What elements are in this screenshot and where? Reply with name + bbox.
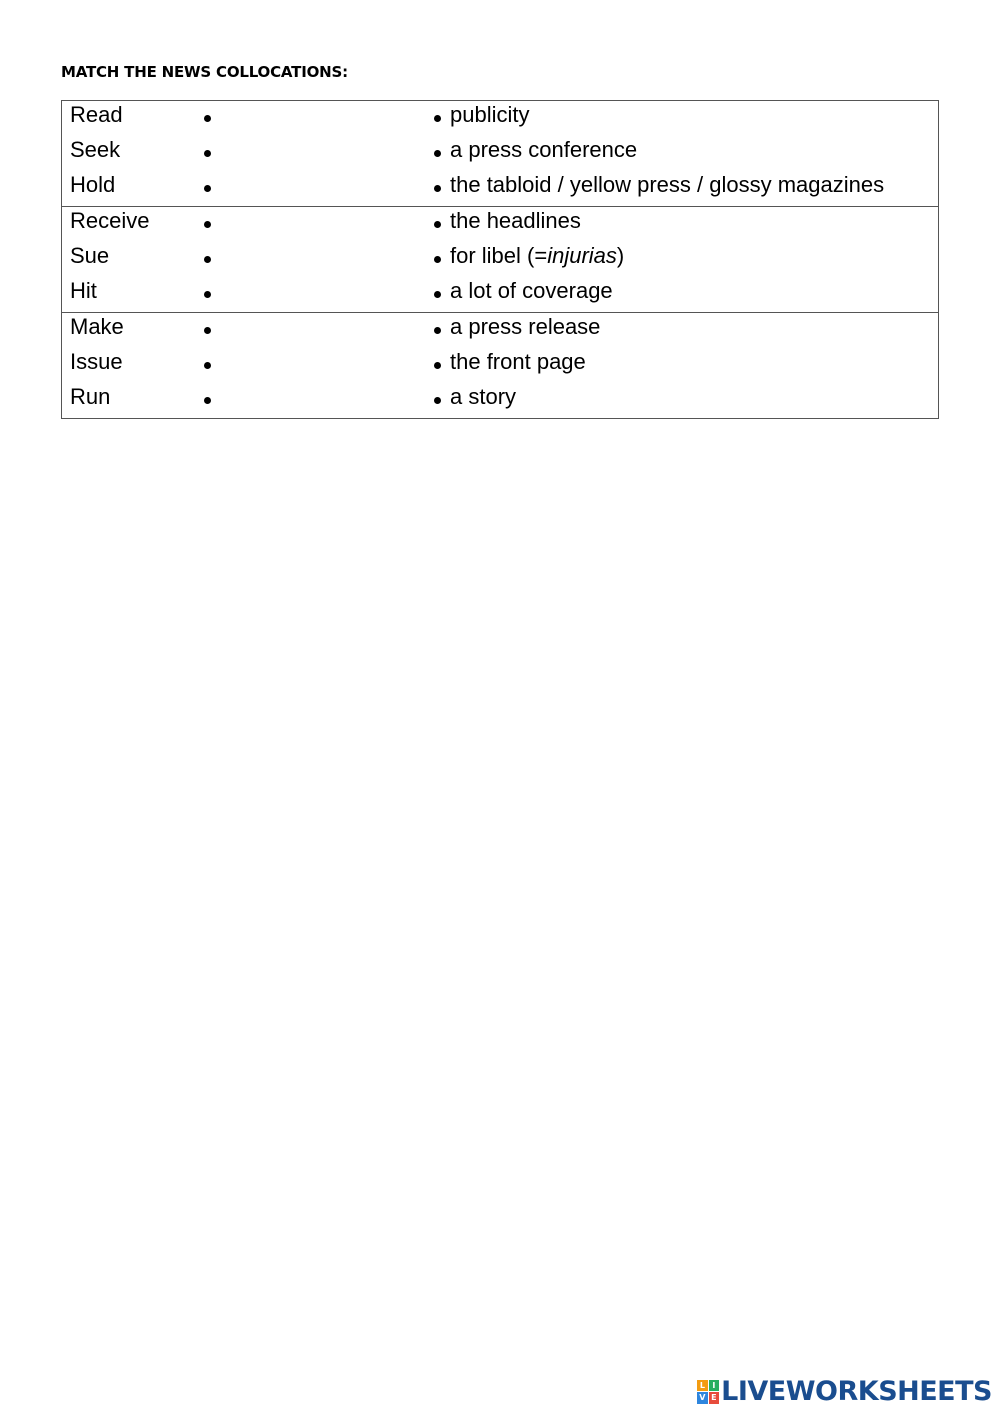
- collocation-row: [62, 136, 938, 171]
- verb-label: Hold: [70, 172, 116, 197]
- right-match-dot[interactable]: [434, 291, 441, 298]
- logo-mark-letter: L: [697, 1380, 708, 1392]
- object-label: the tabloid / yellow press / glossy magazines: [450, 172, 885, 197]
- object-label: publicity: [450, 102, 530, 127]
- verb-label: Receive: [70, 208, 150, 233]
- collocation-row: [62, 313, 938, 348]
- left-match-dot[interactable]: [204, 327, 211, 334]
- collocation-row: [62, 242, 938, 277]
- verb-label: Issue: [70, 349, 123, 374]
- instruction-heading: MATCH THE NEWS COLLOCATIONS:: [61, 63, 348, 81]
- collocation-row: [62, 101, 938, 136]
- left-match-dot[interactable]: [204, 362, 211, 369]
- logo-mark-icon: [697, 1380, 719, 1404]
- verb-label: Hit: [70, 278, 97, 303]
- object-label: a story: [450, 384, 517, 409]
- verb-label: Sue: [70, 243, 110, 268]
- logo-text: LIVEWORKSHEETS: [721, 1376, 992, 1407]
- right-match-dot[interactable]: [434, 362, 441, 369]
- object-prefix: for libel (=: [450, 243, 548, 268]
- left-match-dot[interactable]: [204, 185, 211, 192]
- logo-mark-letter: V: [697, 1392, 708, 1404]
- right-match-dot[interactable]: [434, 256, 441, 263]
- verb-label: Seek: [70, 137, 121, 162]
- collocation-row: [62, 348, 938, 383]
- liveworksheets-logo: [697, 1376, 992, 1407]
- object-label: the headlines: [450, 208, 581, 233]
- object-label: [450, 242, 624, 270]
- right-match-dot[interactable]: [434, 185, 441, 192]
- object-suffix: ): [616, 243, 625, 268]
- left-match-dot[interactable]: [204, 221, 211, 228]
- collocation-group: [62, 312, 938, 418]
- collocation-group: [62, 101, 938, 206]
- collocation-row: [62, 171, 938, 206]
- object-label: a press conference: [450, 137, 638, 162]
- right-match-dot[interactable]: [434, 115, 441, 122]
- right-match-dot[interactable]: [434, 397, 441, 404]
- right-match-dot[interactable]: [434, 150, 441, 157]
- collocation-table: [61, 100, 939, 419]
- object-label: a press release: [450, 314, 601, 339]
- logo-mark-letter: E: [709, 1392, 720, 1404]
- left-match-dot[interactable]: [204, 115, 211, 122]
- verb-label: Make: [70, 314, 124, 339]
- verb-label: Read: [70, 102, 123, 127]
- collocation-group: [62, 206, 938, 312]
- left-match-dot[interactable]: [204, 256, 211, 263]
- collocation-row: [62, 277, 938, 312]
- left-match-dot[interactable]: [204, 397, 211, 404]
- left-match-dot[interactable]: [204, 150, 211, 157]
- object-label: the front page: [450, 349, 586, 374]
- right-match-dot[interactable]: [434, 327, 441, 334]
- left-match-dot[interactable]: [204, 291, 211, 298]
- object-label: a lot of coverage: [450, 278, 613, 303]
- collocation-row: [62, 207, 938, 242]
- logo-mark-letter: I: [709, 1380, 720, 1392]
- collocation-row: [62, 383, 938, 418]
- right-match-dot[interactable]: [434, 221, 441, 228]
- object-italic-term: injurias: [547, 243, 617, 268]
- verb-label: Run: [70, 384, 111, 409]
